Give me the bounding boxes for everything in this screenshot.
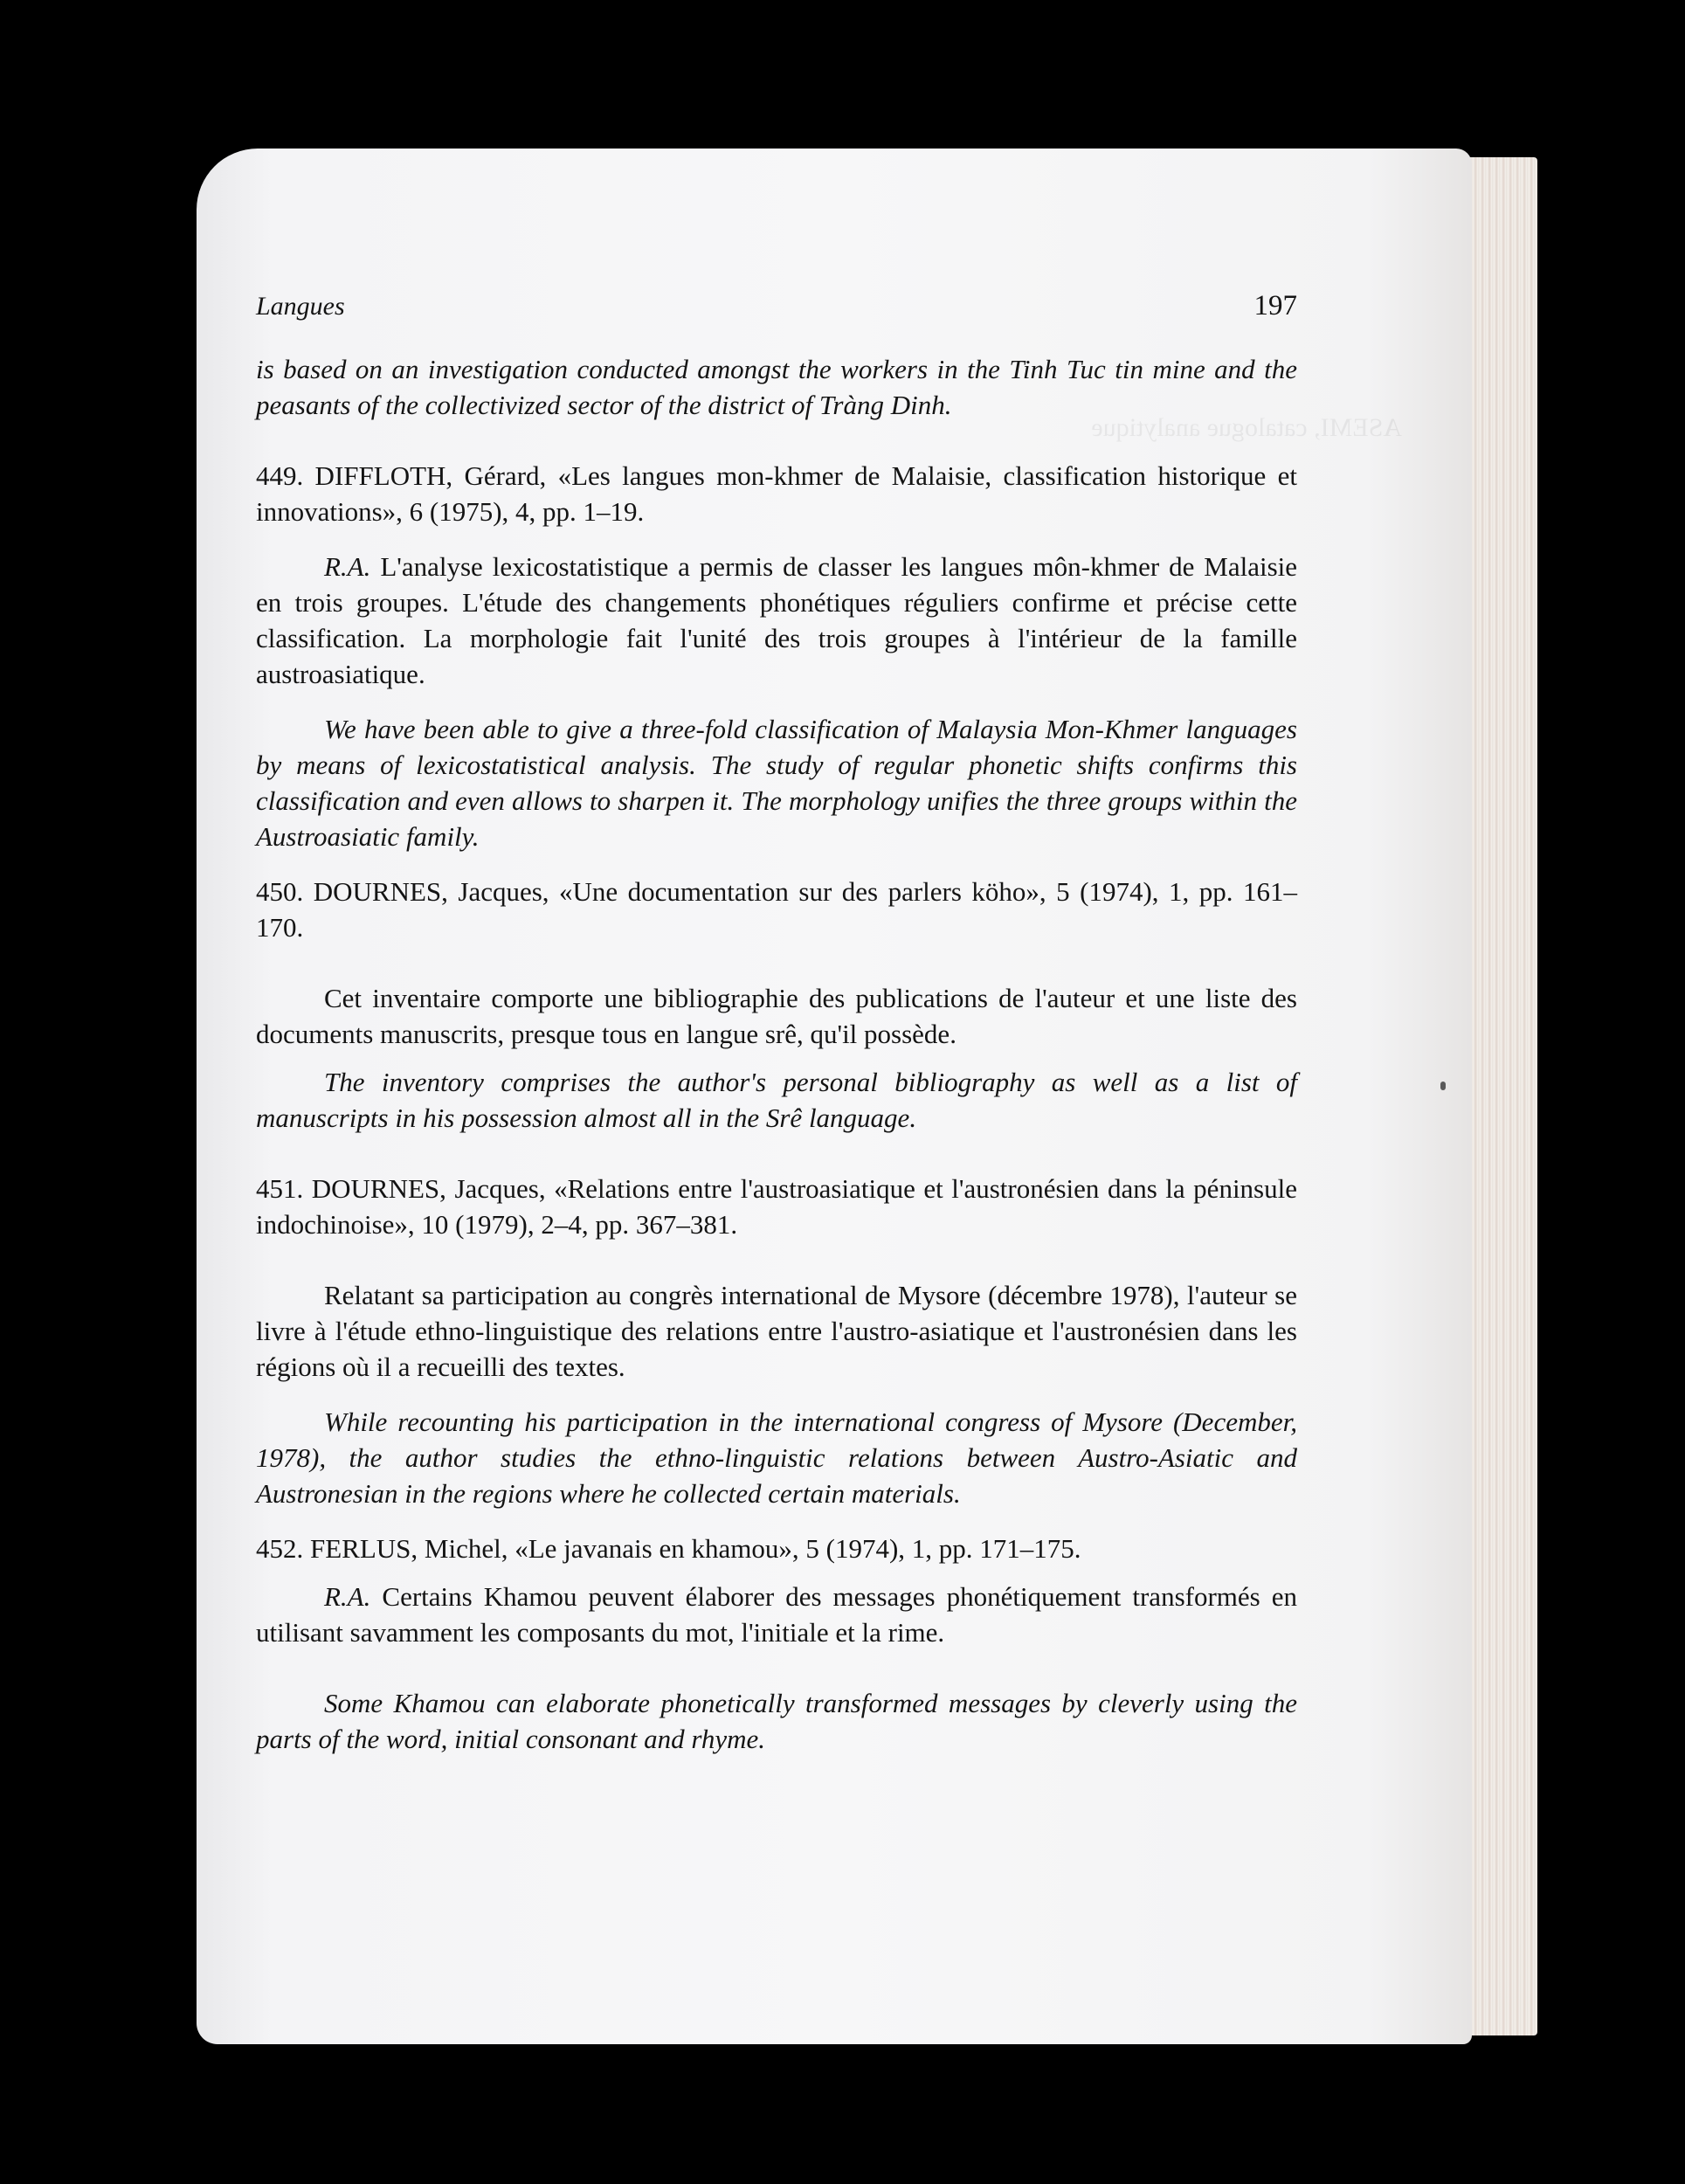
body-text	[256, 351, 1297, 1757]
english-summary-452: Some Khamou can elaborate phonetically transformed messages by cleverly using the parts of the word, initial consonant and rhyme.	[256, 1688, 1297, 1754]
resume-450: Cet inventaire comporte une bibliographie des publications de l'auteur et une liste des documents manuscrits, presque tous en langue srê, qu'il possède.	[256, 983, 1297, 1049]
book-page	[197, 149, 1472, 2044]
entry-452: 452. FERLUS, Michel, «Le javanais en khamou», 5 (1974), 1, pp. 171–175.	[256, 1533, 1081, 1564]
section-title: Langues	[256, 292, 345, 321]
bleed-through-text: ASEMI, catalogue analytique	[1091, 413, 1402, 442]
resume-452	[256, 1579, 1297, 1650]
entry-451: 451. DOURNES, Jacques, «Relations entre l'austroasiatique et l'austronésien dans la péninsule indochinoise», 10 (1979), 2–4, pp. 367–381.	[256, 1173, 1297, 1240]
resume-452-text: Certains Khamou peuvent élaborer des messages phonétiquement transformés en utilisant savamment les composants du mot, l'initiale et la rime.	[256, 1581, 1297, 1648]
resume-449	[256, 549, 1297, 692]
english-summary-449: We have been able to give a three-fold classification of Malaysia Mon-Khmer languages by means of lexicostatistical analysis. The study of regular phonetic shifts confirms this classification and even allows to sharpen it. The morphology unifies the three groups within the Austroasiatic family.	[256, 714, 1297, 852]
entry-449: 449. DIFFLOTH, Gérard, «Les langues mon-khmer de Malaisie, classification historique et innovations», 6 (1975), 4, pp. 1–19.	[256, 460, 1297, 527]
english-summary-451: While recounting his participation in the international congress of Mysore (December, 1978), the author studies the ethno-linguistic relations between Austro-Asiatic and Austronesian in the regions where he collected certain materials.	[256, 1406, 1297, 1509]
english-summary-450: The inventory comprises the author's personal bibliography as well as a list of manuscripts in his possession almost all in the Srê language.	[256, 1067, 1297, 1133]
ra-label: R.A.	[324, 551, 371, 582]
running-head	[256, 288, 1297, 323]
page-number: 197	[1253, 290, 1297, 321]
resume-449-text: L'analyse lexicostatistique a permis de classer les langues môn-khmer de Malaisie en trois groupes. L'étude des changements phonétiques réguliers confirme et précise cette classification. La morphologie fait l'unité des trois groupes à l'intérieur de la famille austroasiatique.	[256, 551, 1298, 689]
ra-label: R.A.	[324, 1581, 371, 1612]
resume-451: Relatant sa participation au congrès international de Mysore (décembre 1978), l'auteur se livre à l'étude ethno-linguistique des relations entre l'austro-asiatique et l'austronésien dans les régions où il a recueilli des textes.	[256, 1280, 1297, 1382]
ink-speck	[1440, 1082, 1446, 1090]
english-summary-continued: is based on an investigation conducted amongst the workers in the Tinh Tuc tin mine and the peasants of the collectivized sector of the district of Tràng Dinh.	[256, 354, 1297, 420]
entry-450: 450. DOURNES, Jacques, «Une documentation sur des parlers köho», 5 (1974), 1, pp. 161–170.	[256, 876, 1297, 943]
